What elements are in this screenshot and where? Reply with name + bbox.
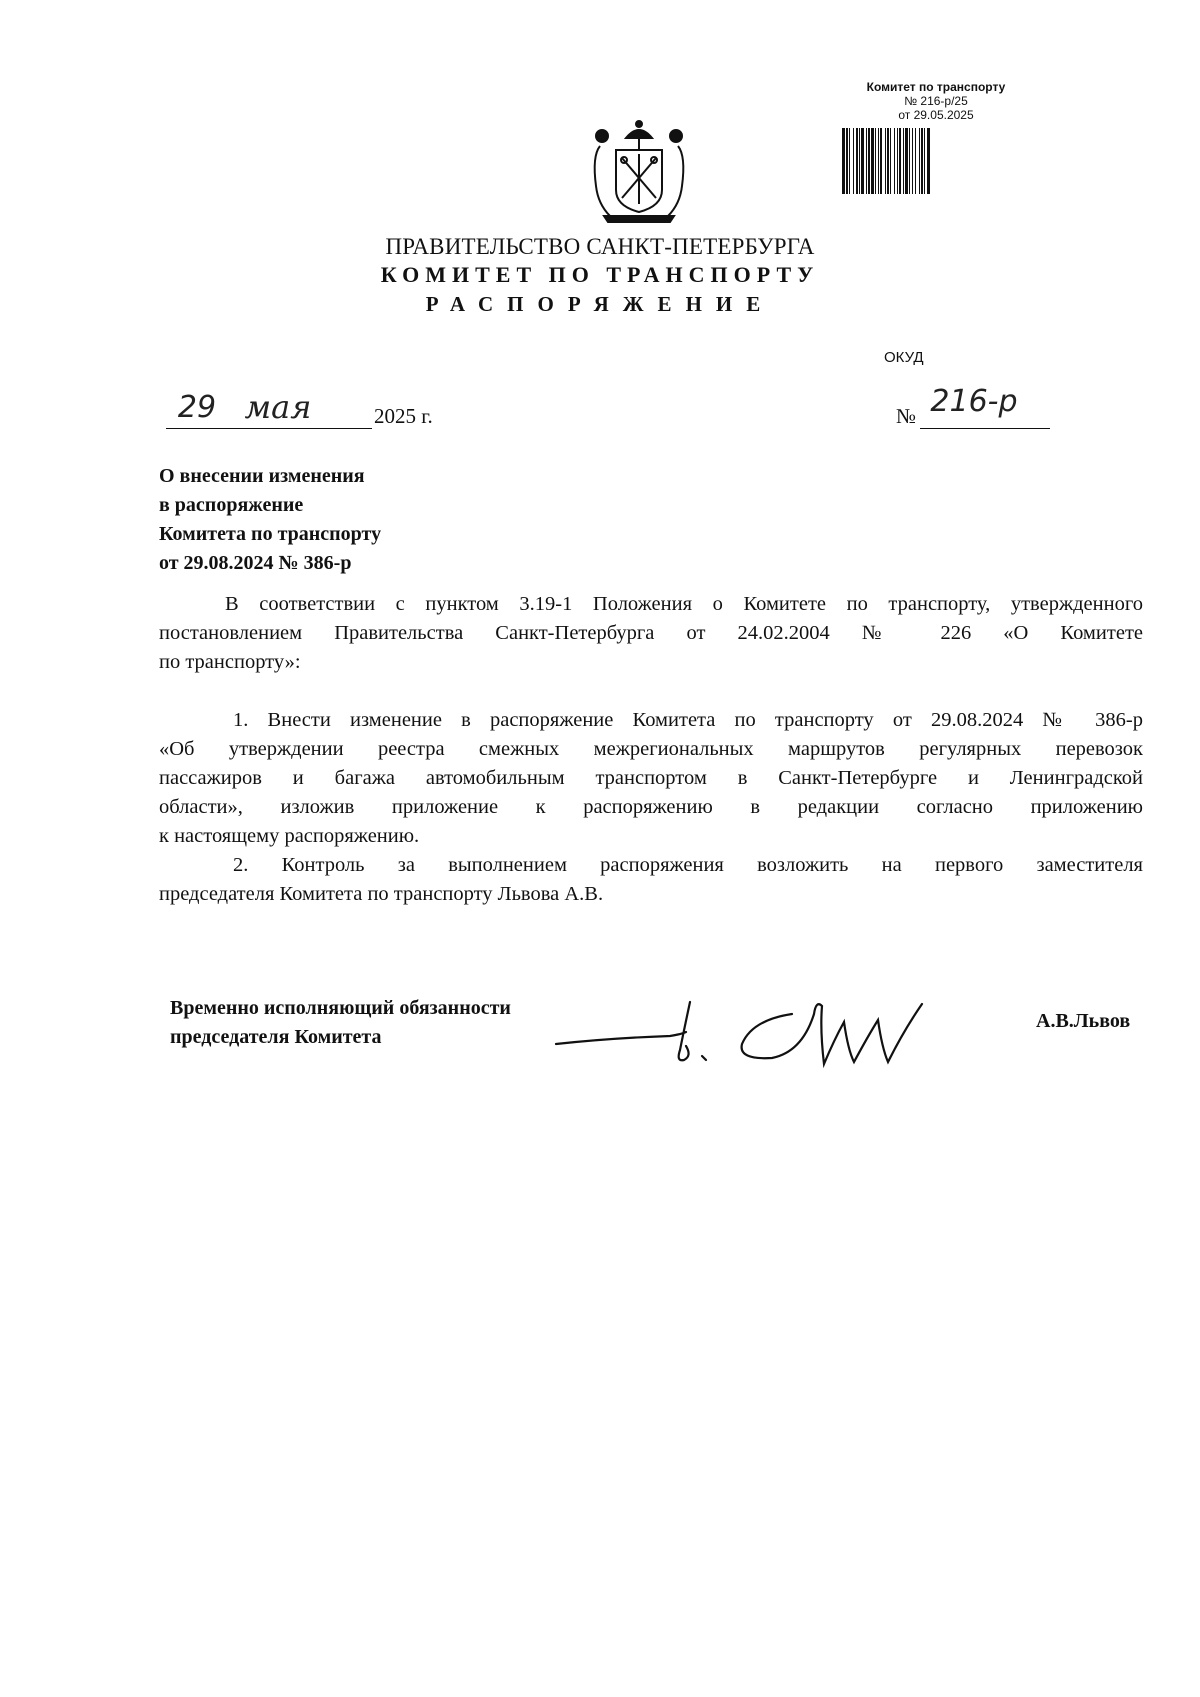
preamble-paragraph (159, 590, 1143, 677)
item-2-line: 2. Контроль за выполнением распоряжения возложить на первого заместителя (233, 854, 1143, 876)
date-day: 29 (177, 390, 217, 425)
barcode-bar (878, 128, 879, 194)
subject-line: в распоряжение (159, 494, 304, 516)
barcode-bar (919, 128, 920, 194)
item-2-paragraph (159, 851, 1143, 909)
barcode-bar (915, 128, 916, 194)
item-1-line: 1. Внести изменение в распоряжение Комитета по транспорту от 29.08.2024 № 386-р (233, 709, 1143, 731)
stamp-org: Комитет по транспорту (866, 80, 1006, 94)
stamp-number: № 216-р/25 (904, 94, 968, 108)
barcode (842, 128, 1032, 194)
item-2-line: председателя Комитета по транспорту Львова А.В. (159, 883, 604, 905)
barcode-bar (921, 128, 923, 194)
coat-of-arms-icon (586, 116, 692, 224)
barcode-bar (853, 128, 854, 194)
subject-line: Комитета по транспорту (159, 523, 382, 545)
item-1-line: области», изложив приложение к распоряжению в редакции согласно приложению (159, 796, 1143, 818)
barcode-bar (897, 128, 898, 194)
preamble-line: по транспорту»: (159, 651, 301, 673)
barcode-bar (846, 128, 848, 194)
barcode-bar (894, 128, 895, 194)
barcode-bar (890, 128, 891, 194)
stamp-date: от 29.05.2025 (898, 108, 974, 122)
document-type: РАСПОРЯЖЕНИЕ (425, 292, 775, 316)
subject-line: от 29.08.2024 № 386-р (159, 552, 352, 574)
handwritten-signature (552, 980, 992, 1080)
barcode-bar (887, 128, 889, 194)
item-1-line: к настоящему распоряжению. (159, 825, 420, 847)
date-month: мая (244, 388, 312, 426)
barcode-bar (924, 128, 925, 194)
item-1-line: пассажиров и багажа автомобильным транспортом в Санкт-Петербурге и Ленинградской (159, 767, 1143, 789)
number-underline (920, 428, 1050, 429)
barcode-bar (927, 128, 930, 194)
signatory-position (170, 994, 511, 1052)
barcode-bar (868, 128, 870, 194)
barcode-bar (859, 128, 860, 194)
barcode-bar (849, 128, 850, 194)
signatory-position-line: Временно исполняющий обязанности (170, 997, 511, 1019)
barcode-bar (903, 128, 904, 194)
barcode-bar (861, 128, 864, 194)
document-number: 216-р (930, 384, 1018, 419)
date-year: 2025 г. (374, 404, 433, 428)
signatory-position-line: председателя Комитета (170, 1026, 382, 1048)
number-sign: № (896, 404, 917, 428)
document-subject (159, 462, 479, 578)
committee-title: КОМИТЕТ ПО ТРАНСПОРТУ (380, 262, 820, 287)
registration-stamp (838, 80, 1034, 122)
okud-label: ОКУД (884, 349, 924, 366)
barcode-bar (912, 128, 913, 194)
government-title: ПРАВИТЕЛЬСТВО САНКТ-ПЕТЕРБУРГА (385, 234, 815, 259)
barcode-bar (880, 128, 882, 194)
barcode-bar (871, 128, 874, 194)
barcode-bar (899, 128, 901, 194)
barcode-bar (905, 128, 908, 194)
barcode-bar (842, 128, 845, 194)
barcode-bar (885, 128, 886, 194)
barcode-bar (866, 128, 867, 194)
barcode-bar (875, 128, 876, 194)
signatory-name: А.В.Львов (1036, 1010, 1131, 1032)
barcode-bar (909, 128, 910, 194)
subject-line: О внесении изменения (159, 465, 365, 487)
preamble-line: постановлением Правительства Санкт-Петербурга от 24.02.2004 № 226 «О Комитете (159, 622, 1143, 644)
preamble-line: В соответствии с пунктом 3.19-1 Положения о Комитете по транспорту, утвержденного (225, 593, 1143, 615)
barcode-bar (856, 128, 858, 194)
item-1-line: «Об утверждении реестра смежных межрегиональных маршрутов регулярных перевозок (159, 738, 1143, 760)
date-underline (166, 428, 372, 429)
item-1-paragraph (159, 706, 1143, 851)
